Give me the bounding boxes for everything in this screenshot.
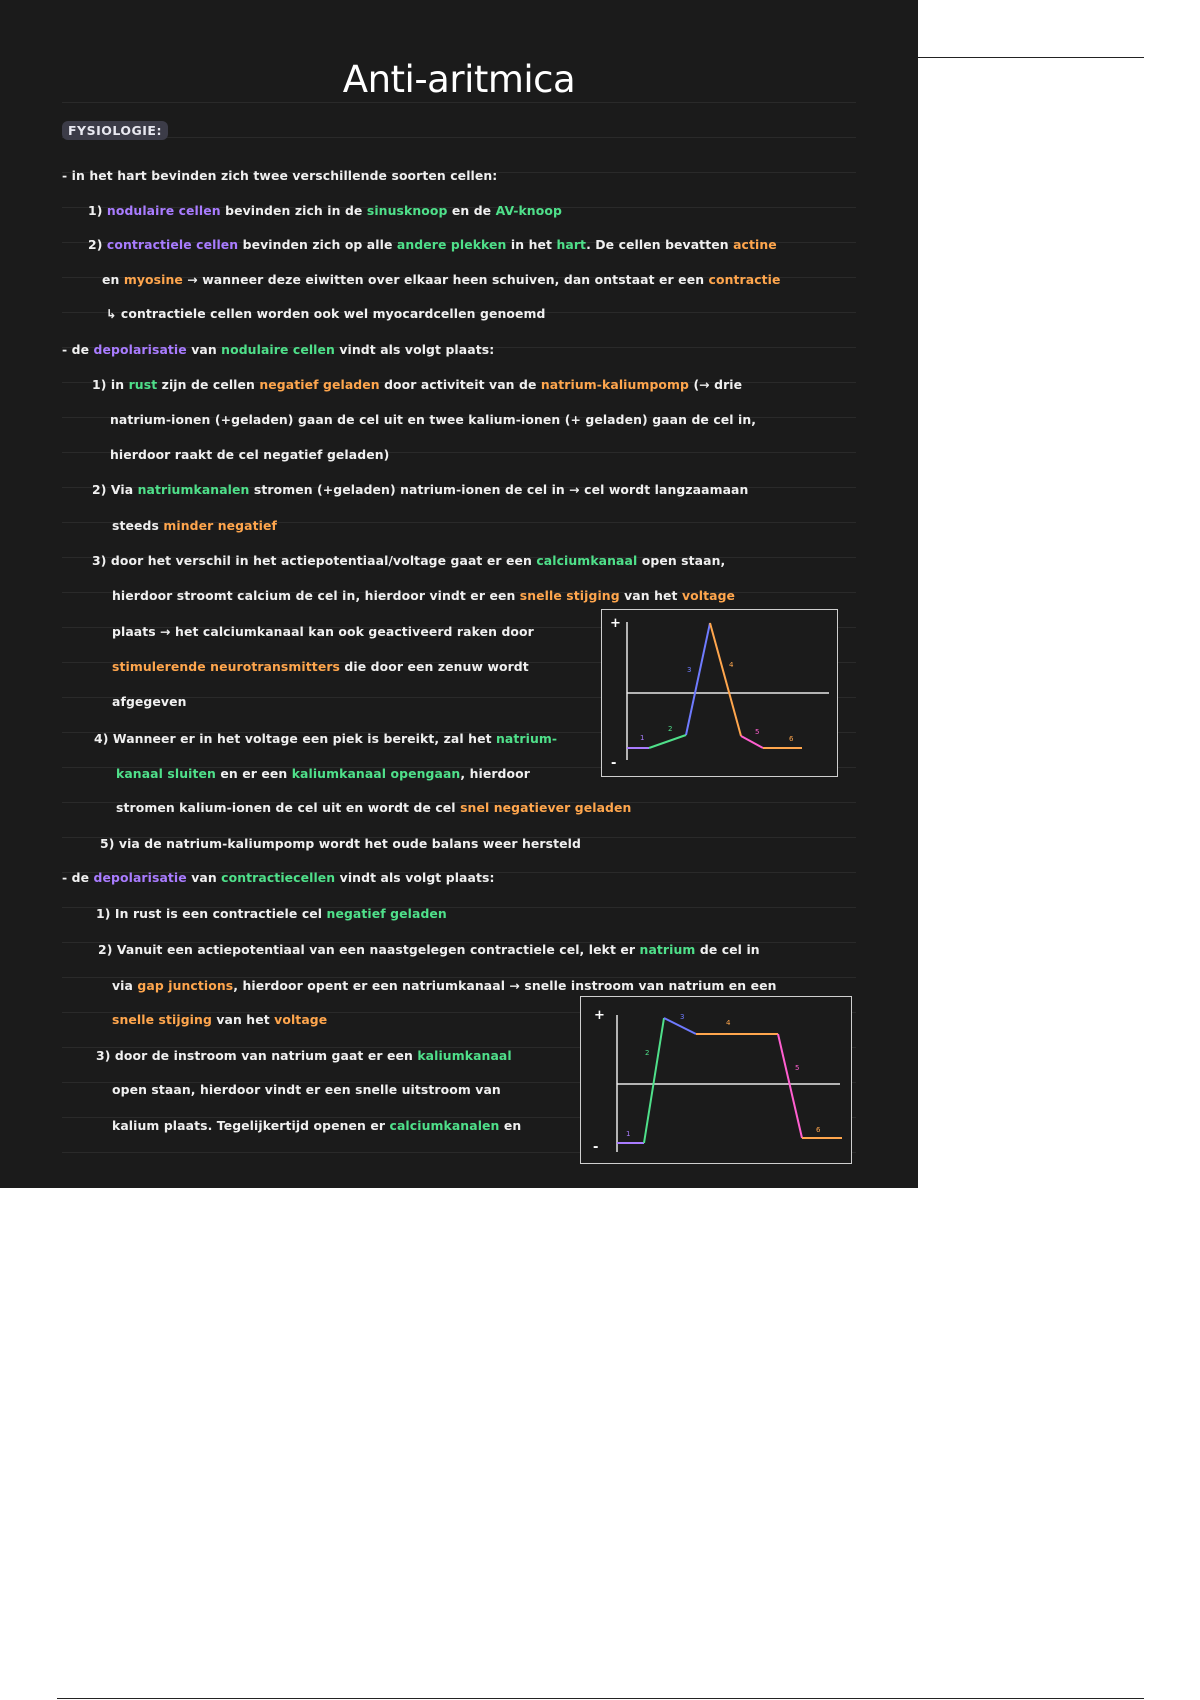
line-text: van xyxy=(186,342,222,357)
highlighted-term: natrium-kaliumpomp xyxy=(540,377,690,392)
note-line xyxy=(96,1048,512,1063)
note-line xyxy=(112,694,187,709)
phase-repolarisation xyxy=(778,1034,802,1138)
note-line xyxy=(112,624,534,639)
line-text: 2) xyxy=(88,237,107,252)
highlighted-term: natriumkanalen xyxy=(137,482,250,497)
line-text: open staan, xyxy=(637,553,726,568)
note-line xyxy=(62,870,495,885)
highlighted-term: minder negatief xyxy=(163,518,277,533)
ruled-line xyxy=(62,102,856,103)
phase-label: 6 xyxy=(816,1126,821,1134)
highlighted-term: contractiecellen xyxy=(221,870,336,885)
line-text: open staan, hierdoor vindt er een snelle uitstroom van xyxy=(112,1082,501,1097)
note-line xyxy=(102,272,781,287)
line-text: - de xyxy=(62,870,94,885)
phase-fall xyxy=(710,623,741,736)
highlighted-term: sinusknoop xyxy=(366,203,448,218)
action-potential-graph-nodal xyxy=(601,609,838,777)
line-text: zijn de cellen xyxy=(157,377,260,392)
note-line xyxy=(106,306,545,321)
highlighted-term: voltage xyxy=(681,588,736,603)
highlighted-term: negatief geladen xyxy=(259,377,380,392)
phase-label: 3 xyxy=(687,666,692,674)
note-line xyxy=(116,800,631,815)
phase-label: 1 xyxy=(626,1130,631,1138)
line-text: 2) Vanuit een actiepotentiaal van een naastgelegen contractiele cel, lekt er xyxy=(98,942,640,957)
note-line xyxy=(112,588,735,603)
phase-label: 1 xyxy=(640,734,645,742)
phase-label: 5 xyxy=(755,728,760,736)
line-text: van het xyxy=(211,1012,275,1027)
note-line xyxy=(62,342,494,357)
line-text: die door een zenuw wordt xyxy=(340,659,529,674)
note-line xyxy=(88,237,777,252)
phase-label: 4 xyxy=(726,1019,731,1027)
line-text: vindt als volgt plaats: xyxy=(335,870,495,885)
line-text: ↳ contractiele cellen worden ook wel myocardcellen genoemd xyxy=(106,306,546,321)
highlighted-term: kanaal sluiten xyxy=(116,766,216,781)
line-text: door activiteit van de xyxy=(379,377,541,392)
line-text: van xyxy=(186,870,222,885)
highlighted-term: andere plekken xyxy=(396,237,507,252)
line-text: vindt als volgt plaats: xyxy=(334,342,495,357)
highlighted-term: snelle stijging xyxy=(519,588,620,603)
highlighted-term: depolarisatie xyxy=(93,342,187,357)
phase-label: 3 xyxy=(680,1013,685,1021)
note-line xyxy=(88,203,562,218)
line-text: → wanneer deze eiwitten over elkaar heen schuiven, dan ontstaat er een xyxy=(182,272,709,287)
highlighted-term: rust xyxy=(128,377,158,392)
highlighted-term: natrium xyxy=(639,942,696,957)
highlighted-term: calciumkanalen xyxy=(389,1118,500,1133)
highlighted-term: myosine xyxy=(123,272,183,287)
note-line xyxy=(92,482,748,497)
note-line xyxy=(98,942,760,957)
highlighted-term: natrium- xyxy=(496,731,558,746)
highlighted-term: snel negatiever geladen xyxy=(460,800,632,815)
note-line xyxy=(112,1082,501,1097)
line-text: 1) xyxy=(88,203,107,218)
line-text: en xyxy=(102,272,124,287)
line-text: stromen kalium-ionen de cel uit en wordt de cel xyxy=(116,800,461,815)
line-text: 1) in xyxy=(92,377,129,392)
note-line xyxy=(112,1118,521,1133)
ruled-line xyxy=(62,137,856,138)
line-text: 1) In rust is een contractiele cel xyxy=(96,906,327,921)
highlighted-term: kaliumkanaal xyxy=(417,1048,512,1063)
highlighted-term: actine xyxy=(733,237,777,252)
line-text: bevinden zich op alle xyxy=(238,237,397,252)
line-text: hierdoor stroomt calcium de cel in, hierdoor vindt er een xyxy=(112,588,520,603)
line-text: steeds xyxy=(112,518,164,533)
line-text: bevinden zich in de xyxy=(220,203,367,218)
line-text: , hierdoor opent er een natriumkanaal → snelle instroom van natrium en een xyxy=(233,978,777,993)
phase-depolarisation xyxy=(644,1018,664,1143)
note-line xyxy=(116,766,530,781)
highlighted-term: negatief geladen xyxy=(326,906,447,921)
highlighted-term: voltage xyxy=(274,1012,328,1027)
note-line xyxy=(110,412,756,427)
line-text: en er een xyxy=(215,766,292,781)
line-text: stromen (+geladen) natrium-ionen de cel in → cel wordt langzaamaan xyxy=(249,482,749,497)
highlighted-term: nodulaire cellen xyxy=(106,203,221,218)
phase-slow-rise xyxy=(649,735,686,748)
page-title: Anti-aritmica xyxy=(342,58,576,101)
highlighted-term: calciumkanaal xyxy=(536,553,638,568)
highlighted-term: contractie xyxy=(708,272,781,287)
line-text: en de xyxy=(447,203,496,218)
note-line xyxy=(92,377,742,392)
highlighted-term: kaliumkanaal opengaan xyxy=(291,766,461,781)
note-line xyxy=(100,836,581,851)
highlighted-term: contractiele cellen xyxy=(106,237,239,252)
section-heading: FYSIOLOGIE: xyxy=(62,121,168,140)
phase-label: 5 xyxy=(795,1064,800,1072)
line-text: (→ drie xyxy=(689,377,743,392)
phase-label: 4 xyxy=(729,661,734,669)
minus-sign: - xyxy=(611,756,617,771)
line-text: plaats → het calciumkanaal kan ook geactiveerd raken door xyxy=(112,624,534,639)
note-line xyxy=(112,518,277,533)
footer-rule xyxy=(57,1698,1144,1699)
line-text: in het xyxy=(506,237,557,252)
line-text: natrium-ionen (+geladen) gaan de cel uit en twee kalium-ionen (+ geladen) gaan de cel in, xyxy=(110,412,757,427)
note-line xyxy=(110,447,389,462)
line-text: de cel in xyxy=(695,942,760,957)
note-line xyxy=(112,978,777,993)
minus-sign: - xyxy=(593,1140,599,1155)
phase-label: 2 xyxy=(645,1049,650,1057)
header-rule xyxy=(918,57,1144,58)
line-text: via xyxy=(112,978,138,993)
line-text: en xyxy=(499,1118,522,1133)
note-line xyxy=(96,906,447,921)
line-text: 3) door het verschil in het actiepotentiaal/voltage gaat er een xyxy=(92,553,537,568)
phase-label: 6 xyxy=(789,735,794,743)
highlighted-term: hart xyxy=(556,237,587,252)
highlighted-term: snelle stijging xyxy=(112,1012,212,1027)
line-text: 4) Wanneer er in het voltage een piek is bereikt, zal het xyxy=(94,731,497,746)
phase-fast-rise xyxy=(686,623,710,735)
note-line xyxy=(112,659,529,674)
highlighted-term: nodulaire cellen xyxy=(221,342,335,357)
note-line xyxy=(62,168,497,183)
line-text: van het xyxy=(619,588,682,603)
line-text: - de xyxy=(62,342,94,357)
highlighted-term: gap junctions xyxy=(137,978,234,993)
highlighted-term: stimulerende neurotransmitters xyxy=(112,659,341,674)
plus-sign: + xyxy=(594,1008,605,1023)
note-line xyxy=(112,1012,327,1027)
note-line xyxy=(94,731,557,746)
highlighted-term: depolarisatie xyxy=(93,870,187,885)
plus-sign: + xyxy=(610,616,621,631)
line-text: 5) via de natrium-kaliumpomp wordt het oude balans weer hersteld xyxy=(100,836,581,851)
line-text: . De cellen bevatten xyxy=(586,237,734,252)
action-potential-graph-contractile xyxy=(580,996,852,1164)
line-text: kalium plaats. Tegelijkertijd openen er xyxy=(112,1118,390,1133)
line-text: , hierdoor xyxy=(460,766,530,781)
phase-repolarisation xyxy=(741,736,763,748)
phase-label: 2 xyxy=(668,725,673,733)
line-text: afgegeven xyxy=(112,694,187,709)
line-text: - in het hart bevinden zich twee verschillende soorten cellen: xyxy=(62,168,498,183)
line-text: 3) door de instroom van natrium gaat er een xyxy=(96,1048,418,1063)
note-line xyxy=(92,553,725,568)
line-text: 2) Via xyxy=(92,482,138,497)
line-text: hierdoor raakt de cel negatief geladen) xyxy=(110,447,390,462)
highlighted-term: AV-knoop xyxy=(495,203,562,218)
